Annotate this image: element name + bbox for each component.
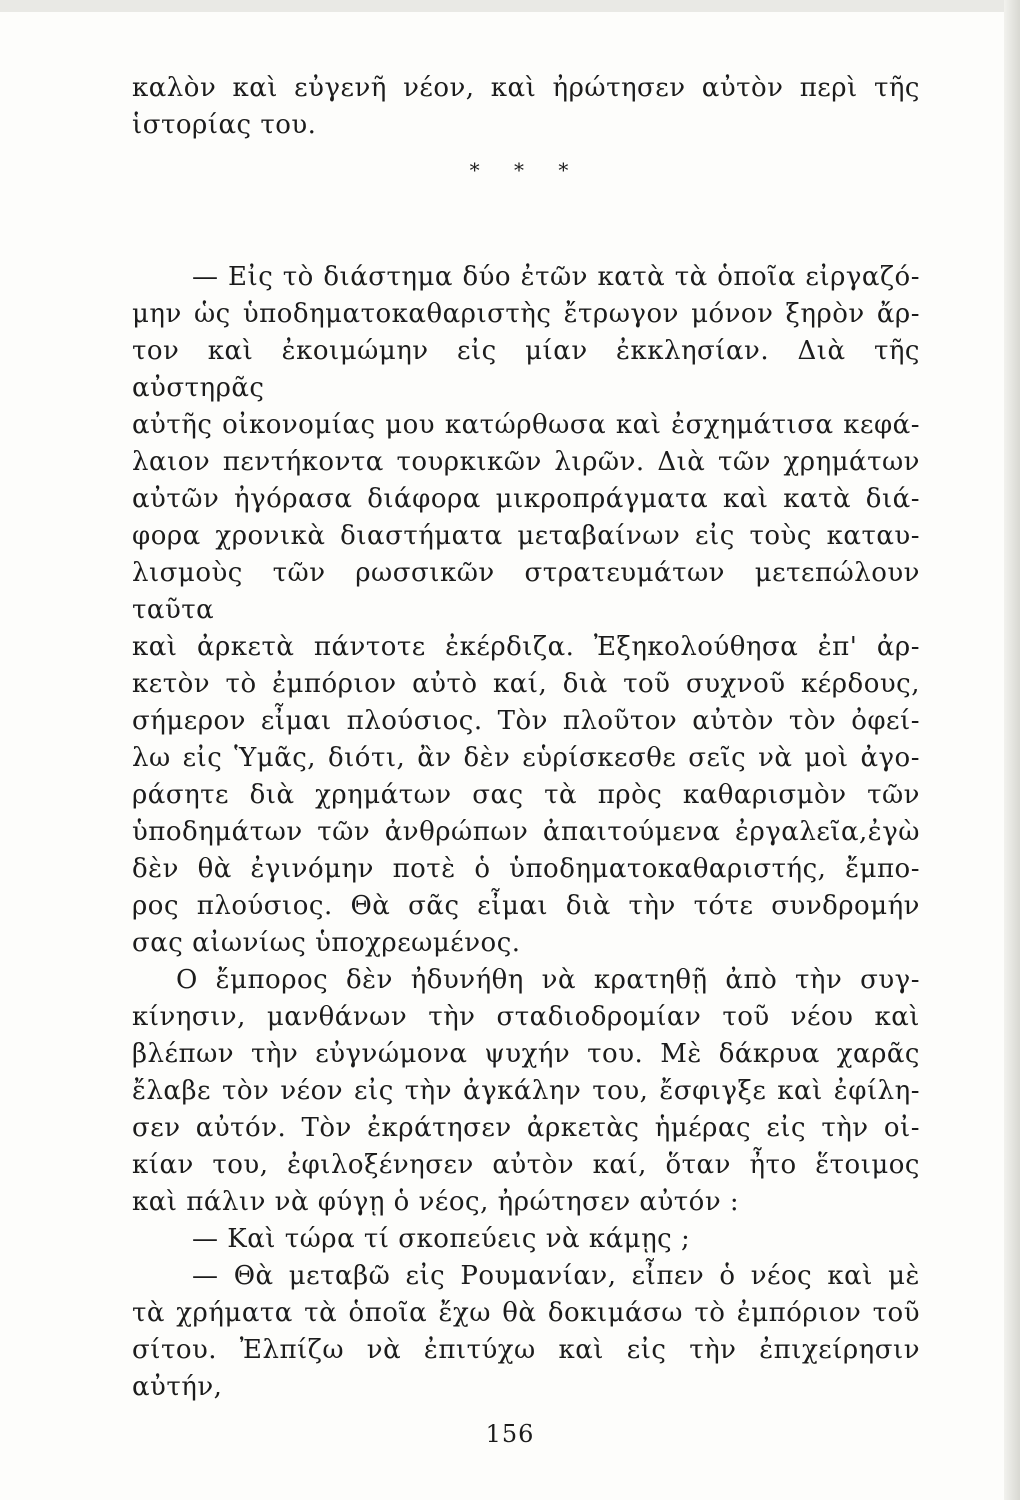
text-line: σας αἰωνίως ὑποχρεωμένος. xyxy=(132,928,521,958)
text-line: μην ὡς ὑποδηματοκαθαριστὴς ἔτρωγον μόνον ξηρὸν ἄρ- xyxy=(132,299,920,329)
text-line: ράσητε διὰ χρημάτων σας τὰ πρὸς καθαρισμὸν τῶν xyxy=(132,780,920,810)
text-line: λω εἰς Ὑμᾶς, διότι, ἂν δὲν εὑρίσκεσθε σεῖς νὰ μοὶ ἀγο- xyxy=(132,743,920,773)
text-line: — Εἰς τὸ διάστημα δύο ἐτῶν κατὰ τὰ ὁποῖα εἰργαζό- xyxy=(192,262,920,292)
text-line: — Καὶ τώρα τί σκοπεύεις νὰ κάμῃς ; xyxy=(192,1224,691,1254)
page-number: 156 xyxy=(485,1420,535,1448)
text-line: βλέπων τὴν εὐγνώμονα ψυχήν του. Μὲ δάκρυα χαρᾶς xyxy=(132,1039,920,1069)
paragraph-answer xyxy=(132,1258,920,1406)
text-line: τον καὶ ἐκοιμώμην εἰς μίαν ἐκκλησίαν. Διὰ τῆς αὐστηρᾶς xyxy=(132,336,920,403)
paragraph-question xyxy=(132,1221,920,1258)
text-line: αὐτῆς οἰκονομίας μου κατώρθωσα καὶ ἐσχημάτισα κεφά- xyxy=(132,410,920,440)
text-line: Ο ἔμπορος δὲν ἠδυνήθη νὰ κρατηθῇ ἀπὸ τὴν συγ- xyxy=(176,965,920,995)
text-line: ἔλαβε τὸν νέον εἰς τὴν ἀγκάλην του, ἔσφιγξε καὶ ἐφίλη- xyxy=(132,1076,920,1106)
paragraph-dialogue-1 xyxy=(132,259,920,962)
text-line: καὶ πάλιν νὰ φύγῃ ὁ νέος, ἠρώτησεν αὐτόν : xyxy=(132,1187,740,1217)
text-line: δὲν θὰ ἐγινόμην ποτὲ ὁ ὑποδηματοκαθαριστής, ἔμπο- xyxy=(132,854,920,884)
scan-top-edge xyxy=(0,0,1020,12)
text-line: τὰ χρήματα τὰ ὁποῖα ἔχω θὰ δοκιμάσω τὸ ἐμπόριον τοῦ xyxy=(132,1298,920,1328)
text-line: ὑποδημάτων τῶν ἀνθρώπων ἀπαιτούμενα ἐργαλεῖα,ἐγὼ xyxy=(132,817,920,847)
text-line: ρος πλούσιος. Θὰ σᾶς εἶμαι διὰ τὴν τότε συνδρομήν xyxy=(132,891,920,921)
text-line: σίτου. Ἐλπίζω νὰ ἐπιτύχω καὶ εἰς τὴν ἐπιχείρησιν αὐτήν, xyxy=(132,1335,920,1402)
text-line: ἱστορίας του. xyxy=(132,110,317,140)
text-line: αὐτῶν ἠγόρασα διάφορα μικροπράγματα καὶ κατὰ διά- xyxy=(132,484,920,514)
text-line: κίνησιν, μανθάνων τὴν σταδιοδρομίαν τοῦ νέου καὶ xyxy=(132,1002,920,1032)
text-line: λισμοὺς τῶν ρωσσικῶν στρατευμάτων μετεπώλουν ταῦτα xyxy=(132,558,920,625)
text-line: καλὸν καὶ εὐγενῆ νέον, καὶ ἠρώτησεν αὐτὸν περὶ τῆς xyxy=(132,73,920,103)
text-line: — Θὰ μεταβῶ εἰς Ρουμανίαν, εἶπεν ὁ νέος καὶ μὲ xyxy=(192,1261,920,1291)
text-line: φορα χρονικὰ διαστήματα μεταβαίνων εἰς τοὺς καταυ- xyxy=(132,521,920,551)
text-line: καὶ ἀρκετὰ πάντοτε ἐκέρδιζα. Ἐξηκολούθησα ἐπ' ἀρ- xyxy=(132,632,920,662)
text-line: κετὸν τὸ ἐμπόριον αὐτὸ καί, διὰ τοῦ συχνοῦ κέρδους, xyxy=(132,669,920,699)
scan-right-edge xyxy=(1004,0,1020,1500)
paragraph-narration xyxy=(132,962,920,1221)
text-line: σήμερον εἶμαι πλούσιος. Τὸν πλοῦτον αὐτὸν τὸν ὀφεί- xyxy=(132,706,920,736)
page-body xyxy=(132,70,920,1406)
text-line: σεν αὐτόν. Τὸν ἐκράτησεν ἀρκετὰς ἡμέρας εἰς τὴν οἰ- xyxy=(132,1113,920,1143)
text-line: κίαν του, ἐφιλοξένησεν αὐτὸν καί, ὅταν ἦτο ἕτοιμος xyxy=(132,1150,920,1180)
section-break: * * * xyxy=(469,158,583,182)
text-line: λαιον πεντήκοντα τουρκικῶν λιρῶν. Διὰ τῶν χρημάτων xyxy=(132,447,920,477)
